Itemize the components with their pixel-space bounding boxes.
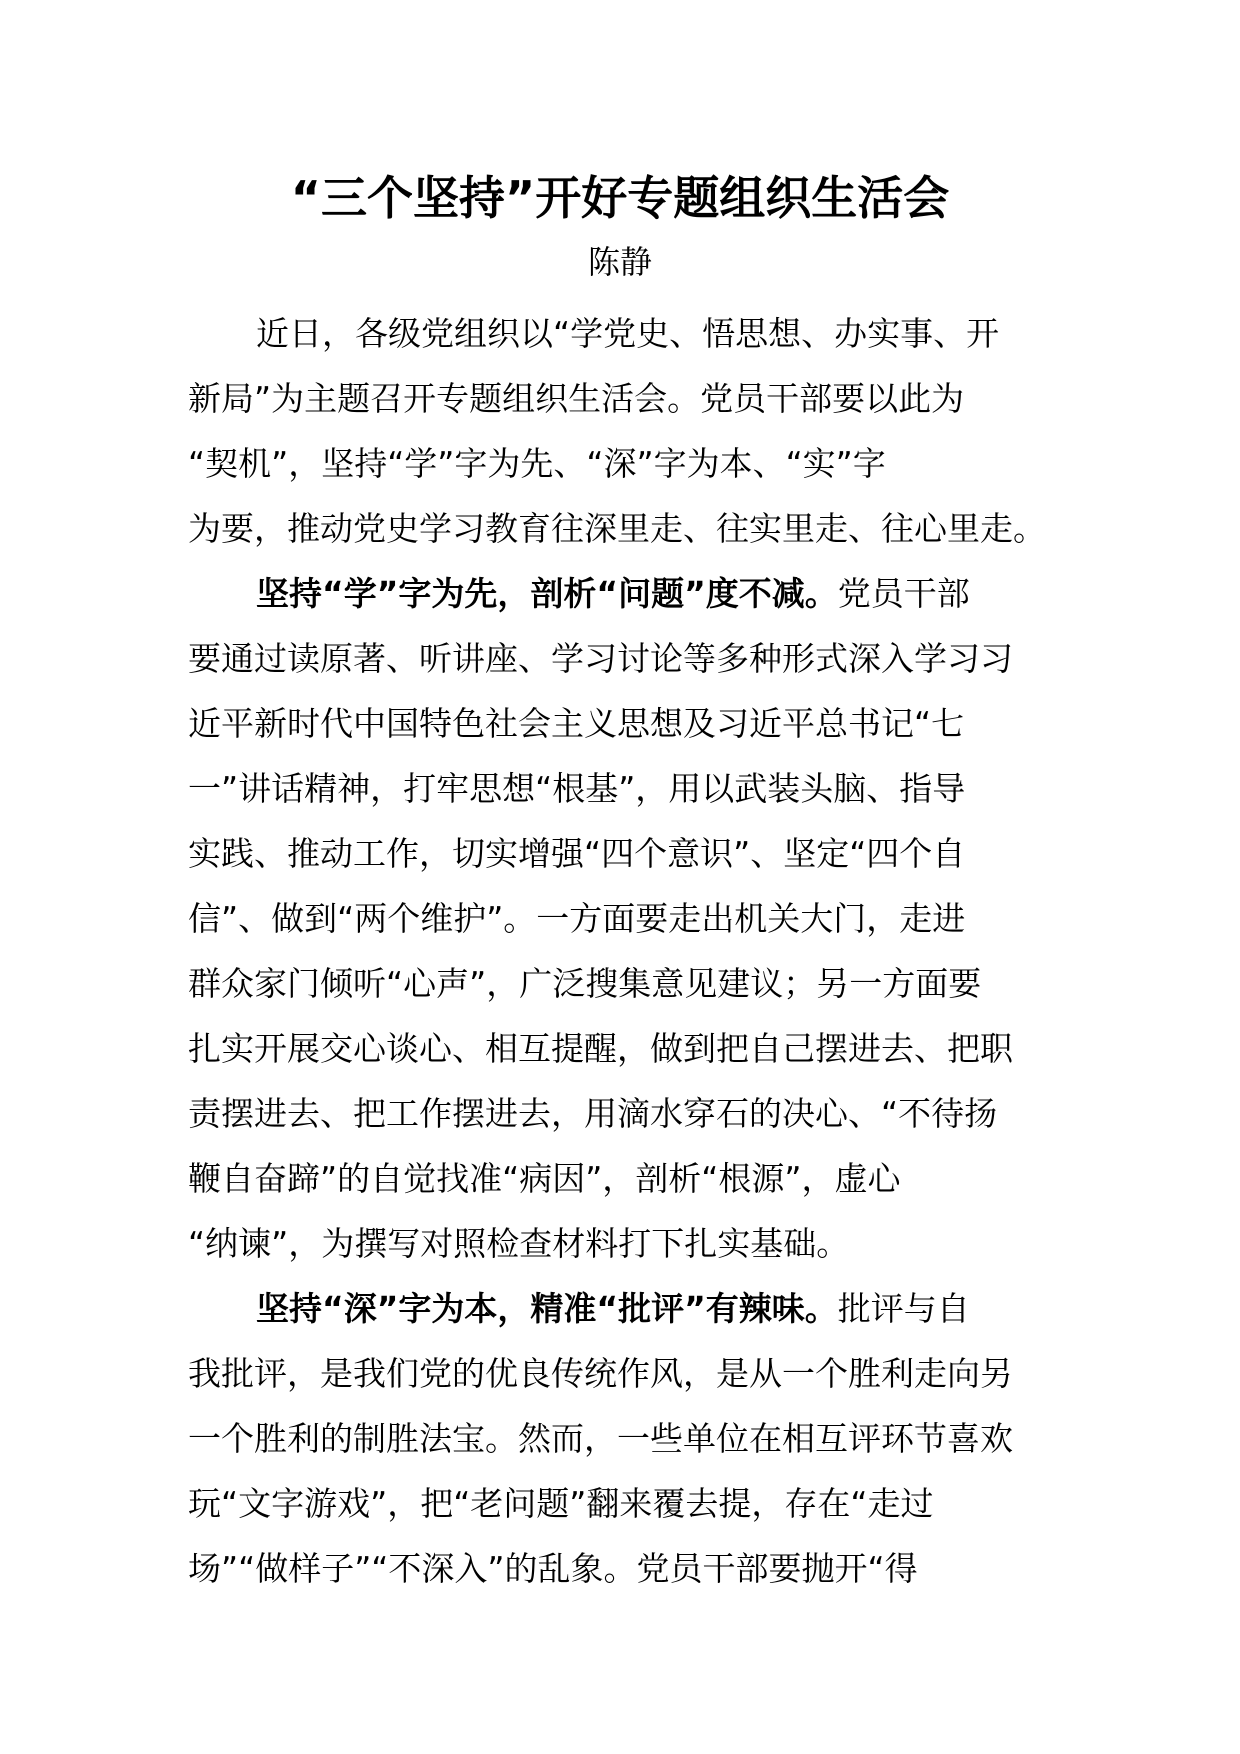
text-line: 为要，推动党史学习教育往深里走、往实里走、往心里走。 xyxy=(188,509,1046,548)
text-line: 近日，各级党组织以“学党史、悟思想、办实事、开 xyxy=(256,314,1000,353)
text-line: 我批评，是我们党的优良传统作风，是从一个胜利走向另 xyxy=(188,1354,1013,1393)
paragraph-study-first xyxy=(188,561,1038,1276)
text-line xyxy=(188,1276,1038,1341)
text-line: 实践、推动工作，切实增强“四个意识”、坚定“四个自 xyxy=(188,834,966,873)
text-line: 新局”为主题召开专题组织生活会。党员干部要以此为 xyxy=(188,379,965,418)
text-line: 群众家门倾听“心声”，广泛搜集意见建议；另一方面要 xyxy=(188,964,982,1003)
text-line: 扎实开展交心谈心、相互提醒，做到把自己摆进去、把职 xyxy=(188,1029,1013,1068)
document-author: 陈静 xyxy=(587,243,652,281)
text-fragment: 党员干部 xyxy=(837,574,970,613)
text-line xyxy=(188,561,1038,626)
text-line: “纳谏”，为撰写对照检查材料打下扎实基础。 xyxy=(188,1224,850,1263)
text-fragment: 批评与自 xyxy=(837,1289,970,1328)
text-line: 玩“文字游戏”，把“老问题”翻来覆去提，存在“走过 xyxy=(188,1484,934,1523)
text-line: 信”、做到“两个维护”。一方面要走出机关大门，走进 xyxy=(188,899,966,938)
paragraph-intro xyxy=(188,301,1046,561)
text-line: 近平新时代中国特色社会主义思想及习近平总书记“七 xyxy=(188,704,965,743)
document-body xyxy=(188,301,1046,1601)
text-line: “契机”，坚持“学”字为先、“深”字为本、“实”字 xyxy=(188,444,886,483)
document-title: “三个坚持”开好专题组织生活会 xyxy=(290,171,950,225)
section-heading: 坚持“深”字为本，精准“批评”有辣味。 xyxy=(256,1289,838,1328)
text-line: 一”讲话精神，打牢思想“根基”，用以武装头脑、指导 xyxy=(188,769,966,808)
text-line: 场”“做样子”“不深入”的乱象。党员干部要抛开“得 xyxy=(188,1549,918,1588)
text-line: 责摆进去、把工作摆进去，用滴水穿石的决心、“不待扬 xyxy=(188,1094,998,1133)
paragraph-depth-basis xyxy=(188,1276,1038,1601)
text-line: 要通过读原著、听讲座、学习讨论等多种形式深入学习习 xyxy=(188,639,1013,678)
text-line: 一个胜利的制胜法宝。然而，一些单位在相互评环节喜欢 xyxy=(188,1419,1013,1458)
section-heading: 坚持“学”字为先，剖析“问题”度不减。 xyxy=(256,574,838,613)
text-line: 鞭自奋蹄”的自觉找准“病因”，剖析“根源”，虚心 xyxy=(188,1159,901,1198)
